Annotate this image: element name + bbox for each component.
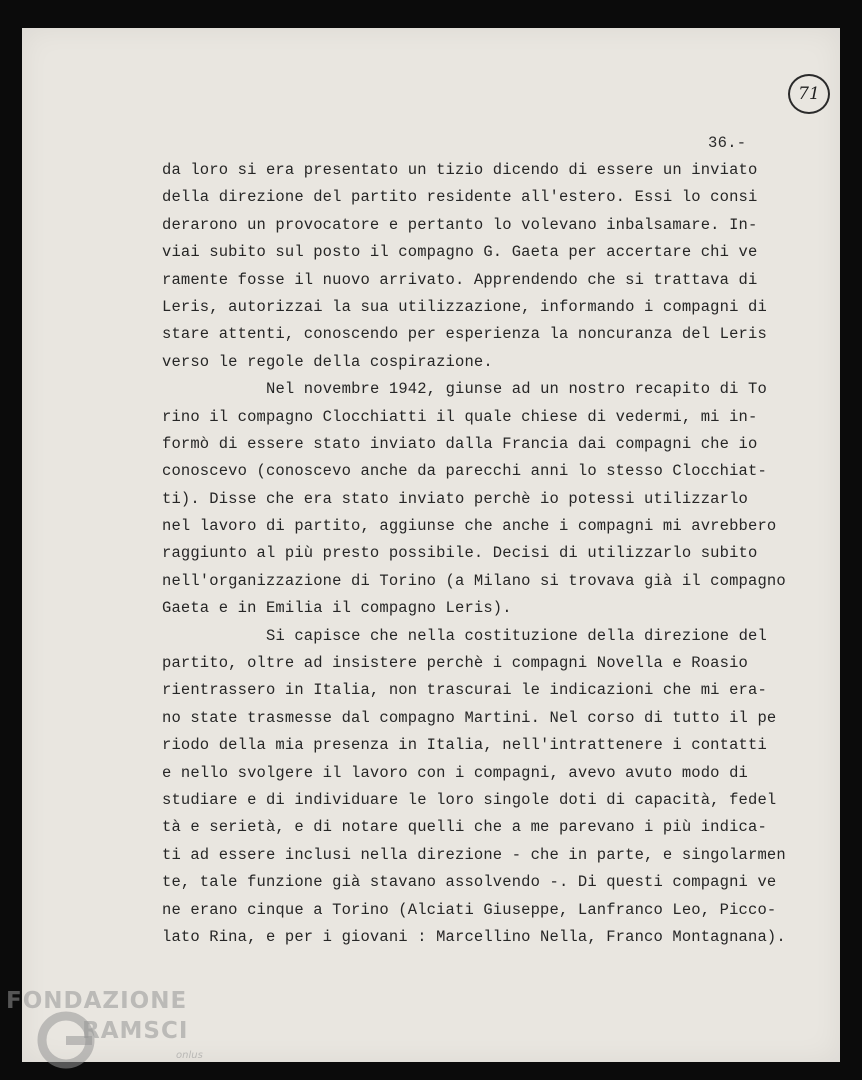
text-line: viai subito sul posto il compagno G. Gaeta per accertare chi ve bbox=[162, 243, 758, 262]
text-line: rientrassero in Italia, non trascurai le indicazioni che mi era- bbox=[162, 681, 767, 700]
watermark-line-1: FONDAZIONE bbox=[6, 988, 188, 1014]
text-line: e nello svolgere il lavoro con i compagni, avevo avuto modo di bbox=[162, 763, 748, 782]
text-line: ti). Disse che era stato inviato perchè io potessi utilizzarlo bbox=[162, 489, 748, 508]
text-line: rino il compagno Clocchiatti il quale chiese di vedermi, mi in- bbox=[162, 407, 758, 426]
text-line: tà e serietà, e di notare quelli che a me parevano i più indica- bbox=[162, 818, 767, 837]
text-line: Gaeta e in Emilia il compagno Leris). bbox=[162, 599, 512, 618]
text-line: della direzione del partito residente all'estero. Essi lo consi bbox=[162, 188, 758, 207]
text-line: studiare e di individuare le loro singole doti di capacità, fedel bbox=[162, 790, 777, 809]
folio-stamp: 71 bbox=[788, 74, 830, 114]
fondazione-gramsci-watermark bbox=[4, 986, 216, 1076]
text-line: ramente fosse il nuovo arrivato. Apprendendo che si trattava di bbox=[162, 270, 758, 289]
text-line: nel lavoro di partito, aggiunse che anche i compagni mi avrebbero bbox=[162, 517, 777, 536]
text-line: no state trasmesse dal compagno Martini. Nel corso di tutto il pe bbox=[162, 708, 777, 727]
text-line: conoscevo (conoscevo anche da parecchi anni lo stesso Clocchiat- bbox=[162, 462, 767, 481]
page-number: 36.- bbox=[708, 134, 747, 152]
watermark-line-2: RAMSCI bbox=[82, 1018, 189, 1044]
watermark-line-3: onlus bbox=[176, 1050, 203, 1061]
text-line: ne erano cinque a Torino (Alciati Giuseppe, Lanfranco Leo, Picco- bbox=[162, 900, 777, 919]
text-line: raggiunto al più presto possibile. Decisi di utilizzarlo subito bbox=[162, 544, 758, 563]
text-line: lato Rina, e per i giovani : Marcellino Nella, Franco Montagnana). bbox=[162, 927, 786, 946]
text-line: partito, oltre ad insistere perchè i compagni Novella e Roasio bbox=[162, 654, 748, 673]
text-line: formò di essere stato inviato dalla Francia dai compagni che io bbox=[162, 434, 758, 453]
text-line: Si capisce che nella costituzione della direzione del bbox=[266, 626, 767, 645]
text-line: riodo della mia presenza in Italia, nell'intrattenere i contatti bbox=[162, 736, 767, 755]
text-line: Leris, autorizzai la sua utilizzazione, informando i compagni di bbox=[162, 297, 767, 316]
text-line: derarono un provocatore e pertanto lo volevano inbalsamare. In- bbox=[162, 215, 758, 234]
text-line: da loro si era presentato un tizio dicendo di essere un inviato bbox=[162, 161, 758, 179]
text-line: te, tale funzione già stavano assolvendo -. Di questi compagni ve bbox=[162, 873, 777, 892]
text-line: stare attenti, conoscendo per esperienza la noncuranza del Leris bbox=[162, 325, 767, 344]
text-line: Nel novembre 1942, giunse ad un nostro recapito di To bbox=[266, 380, 767, 399]
text-line: verso le regole della cospirazione. bbox=[162, 352, 493, 371]
text-line: ti ad essere inclusi nella direzione - che in parte, e singolarmen bbox=[162, 845, 786, 864]
text-line: nell'organizzazione di Torino (a Milano si trovava già il compagno bbox=[162, 571, 786, 590]
typed-text-body bbox=[162, 157, 812, 951]
